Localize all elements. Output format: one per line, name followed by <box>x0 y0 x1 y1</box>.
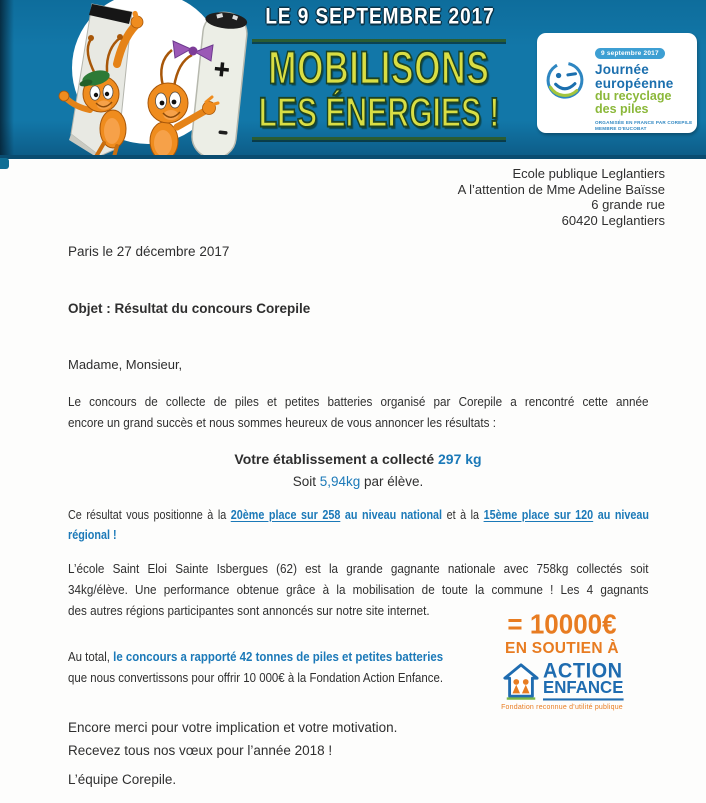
header-banner <box>0 0 706 159</box>
result-per-student-line <box>68 474 648 489</box>
recipient-line: 60420 Leglantiers <box>561 212 665 228</box>
logo-footnote-line2: MEMBRE D'EUCOBAT <box>595 126 647 131</box>
donation-support-text: EN SOUTIEN À <box>505 640 619 657</box>
result2-prefix: Soit <box>292 474 320 489</box>
donation-tagline: Fondation reconnue d’utilité publique <box>501 704 623 711</box>
ranking-text-1: Ce résultat vous positionne à la <box>68 507 231 522</box>
donation-block <box>490 607 634 711</box>
logo-title-line1: Journée <box>595 62 649 77</box>
org-name-line1: ACTION <box>543 659 623 683</box>
recycling-day-logo-card <box>537 33 697 133</box>
paragraph-ranking <box>68 505 649 545</box>
recipient-address <box>458 166 665 228</box>
logo-subtitle-line2: des piles <box>595 102 649 116</box>
total-highlight: le concours a rapporté 42 tonnes de piles et petites batteries <box>113 649 444 664</box>
closing-line1: Encore merci pour votre implication et votre motivation. <box>68 720 398 735</box>
recipient-line: Ecole publique Leglantiers <box>512 166 665 181</box>
ants-battery-illustration <box>0 0 250 158</box>
salutation: Madame, Monsieur, <box>68 357 183 372</box>
logo-title-line2: européenne <box>595 75 674 91</box>
action-enfance-logo <box>490 659 634 700</box>
total-text-1: Au total, <box>68 649 114 664</box>
org-name-line2: ENFANCE <box>543 679 623 700</box>
banner-rule-bottom <box>252 137 506 140</box>
result-prefix: Votre établissement a collecté <box>234 451 438 467</box>
recipient-line: A l’attention de Mme Adeline Baïsse <box>457 181 665 197</box>
paragraph-line: des autres régions participantes sont annoncés sur notre site internet. <box>68 603 430 618</box>
result-weight-value: 297 kg <box>438 451 482 467</box>
ranking-line1 <box>68 505 649 525</box>
place-date-line: Paris le 27 décembre 2017 <box>68 244 230 259</box>
subject-line: Objet : Résultat du concours Corepile <box>68 301 311 316</box>
smiley-wink-icon <box>544 58 586 100</box>
national-rank-link: 20ème place sur 258 <box>230 507 341 522</box>
ranking-text-4: au niveau <box>593 507 650 522</box>
donation-amount: = 10000€ <box>507 607 617 641</box>
result2-suffix: par élève. <box>360 474 424 489</box>
recipient-line: 6 grande rue <box>591 197 665 212</box>
result-collected-line <box>68 451 648 467</box>
banner-title-line2: LES ÉNERGIES ! <box>258 90 500 137</box>
logo-text-block <box>595 42 695 132</box>
banner-title-line1: MOBILISONS <box>268 42 490 94</box>
paragraph-line: L’école Saint Eloi Sainte Isbergues (62) est la grande gagnante nationale avec 758kg collectés soit <box>68 561 649 576</box>
signature-line: L’équipe Corepile. <box>68 772 177 787</box>
closing-line2: Recevez tous nos vœux pour l’année 2018 ! <box>68 743 333 758</box>
scan-artifact <box>0 158 9 169</box>
logo-date-badge: 9 septembre 2017 <box>595 48 665 59</box>
ranking-text-2: au niveau national <box>340 507 443 522</box>
total-line2: que nous convertissons pour offrir 10 000€ à la Fondation Action Enfance. <box>68 670 444 685</box>
org-name <box>543 659 624 700</box>
paragraph-intro <box>68 391 649 433</box>
logo-footnote-line1: ORGANISÉE EN FRANCE PAR COREPILE <box>595 120 693 125</box>
paragraph-line: encore un grand succès et nous sommes heureux de vous annoncer les résultats : <box>68 415 496 430</box>
logo-subtitle-line1: du recyclage <box>595 89 672 103</box>
paragraph-total <box>68 646 534 688</box>
house-children-icon <box>502 662 540 700</box>
ranking-line2: régional ! <box>68 527 117 542</box>
result-per-student-value: 5,94kg <box>319 474 361 489</box>
ranking-text-3: et à la <box>442 507 484 522</box>
total-line1 <box>68 646 534 667</box>
regional-rank-link: 15ème place sur 120 <box>483 507 594 522</box>
paragraph-line: 34kg/élève. Une performance obtenue grâce à la mobilisation de toute la commune ! Les 4 gagnants <box>68 582 649 597</box>
paragraph-line: Le concours de collecte de piles et petites batteries organisé par Corepile a rencontré cette année <box>68 394 649 409</box>
banner-date: LE 9 SEPTEMBRE 2017 <box>265 5 495 30</box>
